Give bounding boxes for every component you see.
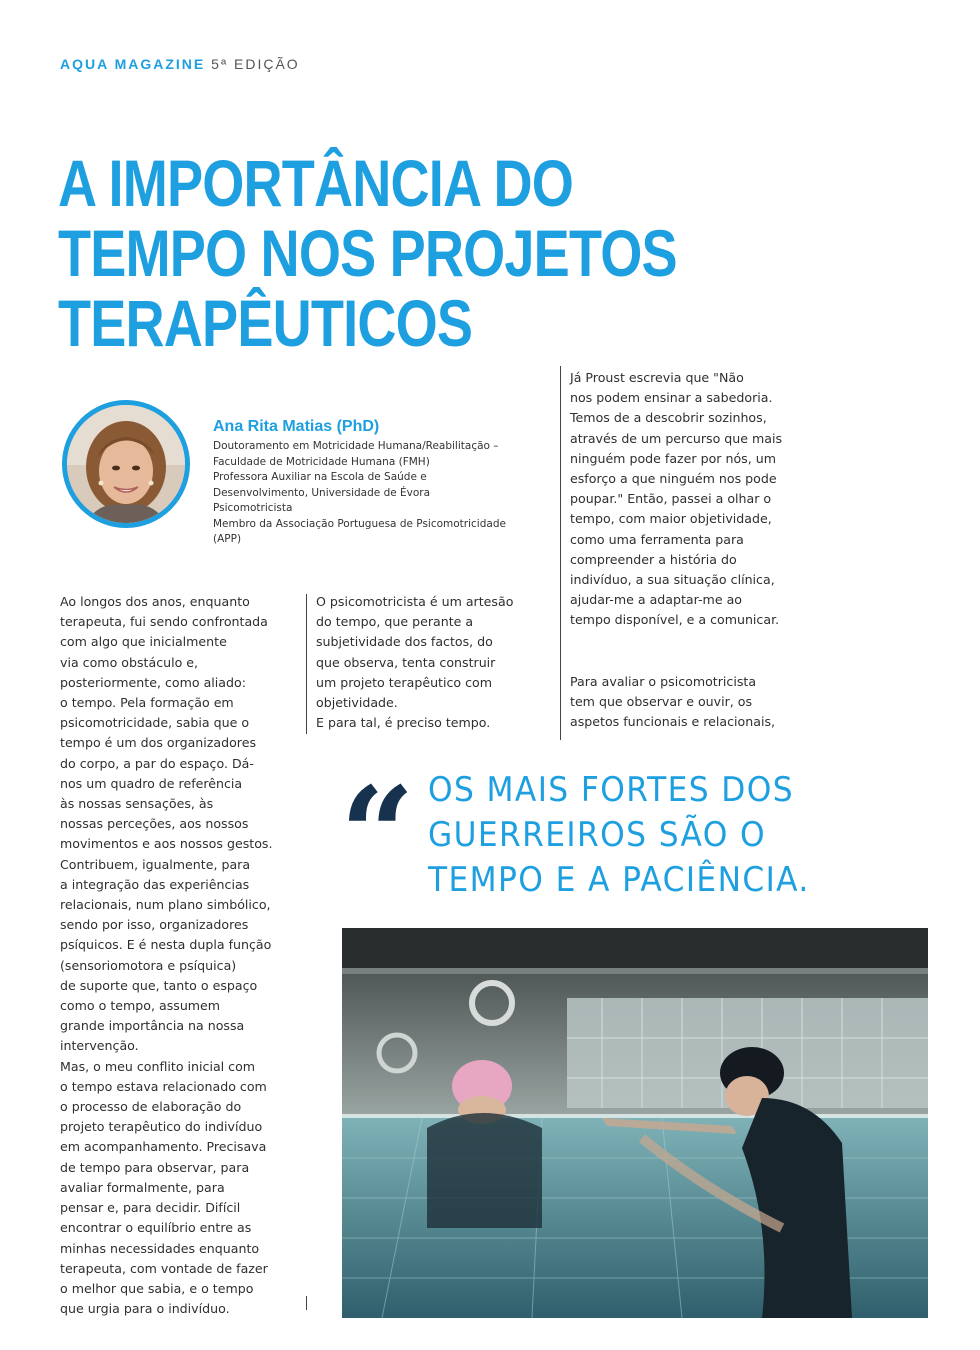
column-divider bbox=[306, 1296, 307, 1310]
body-text-line: a integração das experiências bbox=[60, 876, 250, 892]
author-name: Ana Rita Matias (PhD) bbox=[213, 418, 380, 435]
column-divider bbox=[560, 366, 561, 740]
body-text-line: de suporte que, tanto o espaço bbox=[60, 977, 258, 993]
body-text-line: o tempo estava relacionado com bbox=[60, 1078, 267, 1094]
title-line: TERAPÊUTICOS bbox=[58, 286, 473, 360]
body-text-line: de tempo para observar, para bbox=[60, 1159, 250, 1175]
pull-quote-line: TEMPO E A PACIÊNCIA. bbox=[428, 860, 810, 900]
body-text-line: Temos de a descobrir sozinhos, bbox=[570, 410, 767, 426]
body-text-line: intervenção. bbox=[60, 1038, 139, 1054]
magazine-edition: 5ª EDIÇÃO bbox=[211, 56, 300, 72]
body-column-3-bottom bbox=[570, 672, 815, 733]
body-text-line: objetividade. bbox=[316, 695, 398, 711]
magazine-header bbox=[60, 56, 300, 72]
body-text-line: minhas necessidades enquanto bbox=[60, 1240, 260, 1256]
body-text-line: em acompanhamento. Precisava bbox=[60, 1139, 267, 1155]
body-text-line: esforço a que ninguém nos pode bbox=[570, 471, 777, 487]
author-credential: Desenvolvimento, Universidade de Évora bbox=[213, 486, 431, 499]
body-text-line: grande importância na nossa bbox=[60, 1018, 245, 1034]
body-text-line: movimentos e aos nossos gestos. bbox=[60, 836, 273, 852]
body-text-line: poupar." Então, passei a olhar o bbox=[570, 491, 772, 507]
author-info bbox=[213, 418, 558, 548]
author-credential: Faculdade de Motricidade Humana (FMH) bbox=[213, 455, 430, 468]
body-column-1 bbox=[60, 592, 300, 1319]
article-title bbox=[58, 146, 677, 360]
pool-scene-illustration bbox=[342, 928, 928, 1318]
pull-quote-line: OS MAIS FORTES DOS bbox=[428, 770, 794, 810]
body-text-line: tempo disponível, e a comunicar. bbox=[570, 612, 780, 628]
body-text-line: ninguém pode fazer por nós, um bbox=[570, 450, 776, 466]
body-text-line: como o tempo, assumem bbox=[60, 998, 221, 1014]
body-text-line: o processo de elaboração do bbox=[60, 1099, 242, 1115]
pull-quote-line: GUERREIROS SÃO O bbox=[428, 815, 767, 855]
body-text-line: terapeuta, fui sendo confrontada bbox=[60, 614, 268, 630]
author-credential: Professora Auxiliar na Escola de Saúde e bbox=[213, 471, 427, 483]
body-text-line: do tempo, que perante a bbox=[316, 614, 474, 630]
body-text-line: nos podem ensinar a sabedoria. bbox=[570, 390, 773, 406]
body-text-line: Ao longos dos anos, enquanto bbox=[60, 594, 250, 609]
body-text-line: avaliar formalmente, para bbox=[60, 1179, 225, 1195]
author-portrait-illustration bbox=[67, 405, 185, 523]
body-text-line: projeto terapêutico do indivíduo bbox=[60, 1119, 263, 1135]
body-text-line: através de um percurso que mais bbox=[570, 430, 783, 446]
body-text-line: sendo por isso, organizadores bbox=[60, 917, 249, 933]
body-column-3-top bbox=[570, 368, 815, 631]
title-line: A IMPORTÂNCIA DO bbox=[58, 146, 574, 220]
body-text-line: tempo, com maior objetividade, bbox=[570, 511, 772, 527]
body-text-line: O psicomotricista é um artesão bbox=[316, 594, 514, 609]
body-text-line: psicomotricidade, sabia que o bbox=[60, 715, 250, 731]
body-text-line: encontrar o equilíbrio entre as bbox=[60, 1220, 252, 1236]
body-text-line: ajudar-me a adaptar-me ao bbox=[570, 592, 743, 608]
body-text-line: compreender a história do bbox=[570, 551, 737, 567]
body-text-line: às nossas sensações, às bbox=[60, 796, 214, 812]
body-column-2 bbox=[316, 592, 550, 733]
body-text-line: psíquicos. E é nesta dupla função bbox=[60, 937, 272, 953]
body-text-line: tem que observar e ouvir, os bbox=[570, 694, 753, 710]
body-text-line: aspetos funcionais e relacionais, bbox=[570, 714, 776, 730]
body-text-line: E para tal, é preciso tempo. bbox=[316, 715, 491, 731]
body-text-line: do corpo, a par do espaço. Dá- bbox=[60, 755, 254, 771]
quote-mark-icon: “ bbox=[340, 758, 415, 911]
column-divider bbox=[306, 594, 307, 734]
title-line: TEMPO NOS PROJETOS bbox=[58, 216, 677, 290]
author-credential: Psicomotricista bbox=[213, 502, 293, 514]
body-text-line: posteriormente, como aliado: bbox=[60, 674, 246, 690]
body-text-line: indivíduo, a sua situação clínica, bbox=[570, 572, 775, 588]
body-text-line: subjetividade dos factos, do bbox=[316, 634, 493, 650]
body-text-line: Para avaliar o psicomotricista bbox=[570, 674, 757, 689]
body-text-line: com algo que inicialmente bbox=[60, 634, 227, 650]
body-text-line: Já Proust escrevia que "Não bbox=[570, 370, 744, 385]
body-text-line: pensar e, para decidir. Difícil bbox=[60, 1200, 241, 1216]
author-credential: (APP) bbox=[213, 533, 242, 545]
body-text-line: via como obstáculo e, bbox=[60, 654, 199, 670]
body-text-line: o tempo. Pela formação em bbox=[60, 695, 234, 711]
pool-therapy-photo bbox=[342, 928, 928, 1318]
body-text-line: tempo é um dos organizadores bbox=[60, 735, 257, 751]
author-credential: Membro da Associação Portuguesa de Psicomotricidade bbox=[213, 517, 506, 530]
body-text-line: relacionais, num plano simbólico, bbox=[60, 897, 271, 913]
body-text-line: Mas, o meu conflito inicial com bbox=[60, 1058, 256, 1074]
body-text-line: (sensoriomotora e psíquica) bbox=[60, 957, 237, 973]
body-text-line: o melhor que sabia, e o tempo bbox=[60, 1280, 254, 1296]
pull-quote bbox=[428, 768, 906, 903]
author-credential: Doutoramento em Motricidade Humana/Reabilitação – bbox=[213, 440, 499, 452]
body-text-line: que urgia para o indivíduo. bbox=[60, 1301, 230, 1317]
body-text-line: terapeuta, com vontade de fazer bbox=[60, 1260, 268, 1276]
body-text-line: nos um quadro de referência bbox=[60, 775, 243, 791]
body-text-line: que observa, tenta construir bbox=[316, 654, 496, 670]
magazine-name: AQUA MAGAZINE bbox=[60, 56, 206, 72]
author-avatar bbox=[62, 400, 190, 528]
body-text-line: nossas perceções, aos nossos bbox=[60, 816, 249, 832]
body-text-line: Contribuem, igualmente, para bbox=[60, 856, 251, 872]
body-text-line: como uma ferramenta para bbox=[570, 531, 744, 547]
body-text-line: um projeto terapêutico com bbox=[316, 674, 493, 690]
